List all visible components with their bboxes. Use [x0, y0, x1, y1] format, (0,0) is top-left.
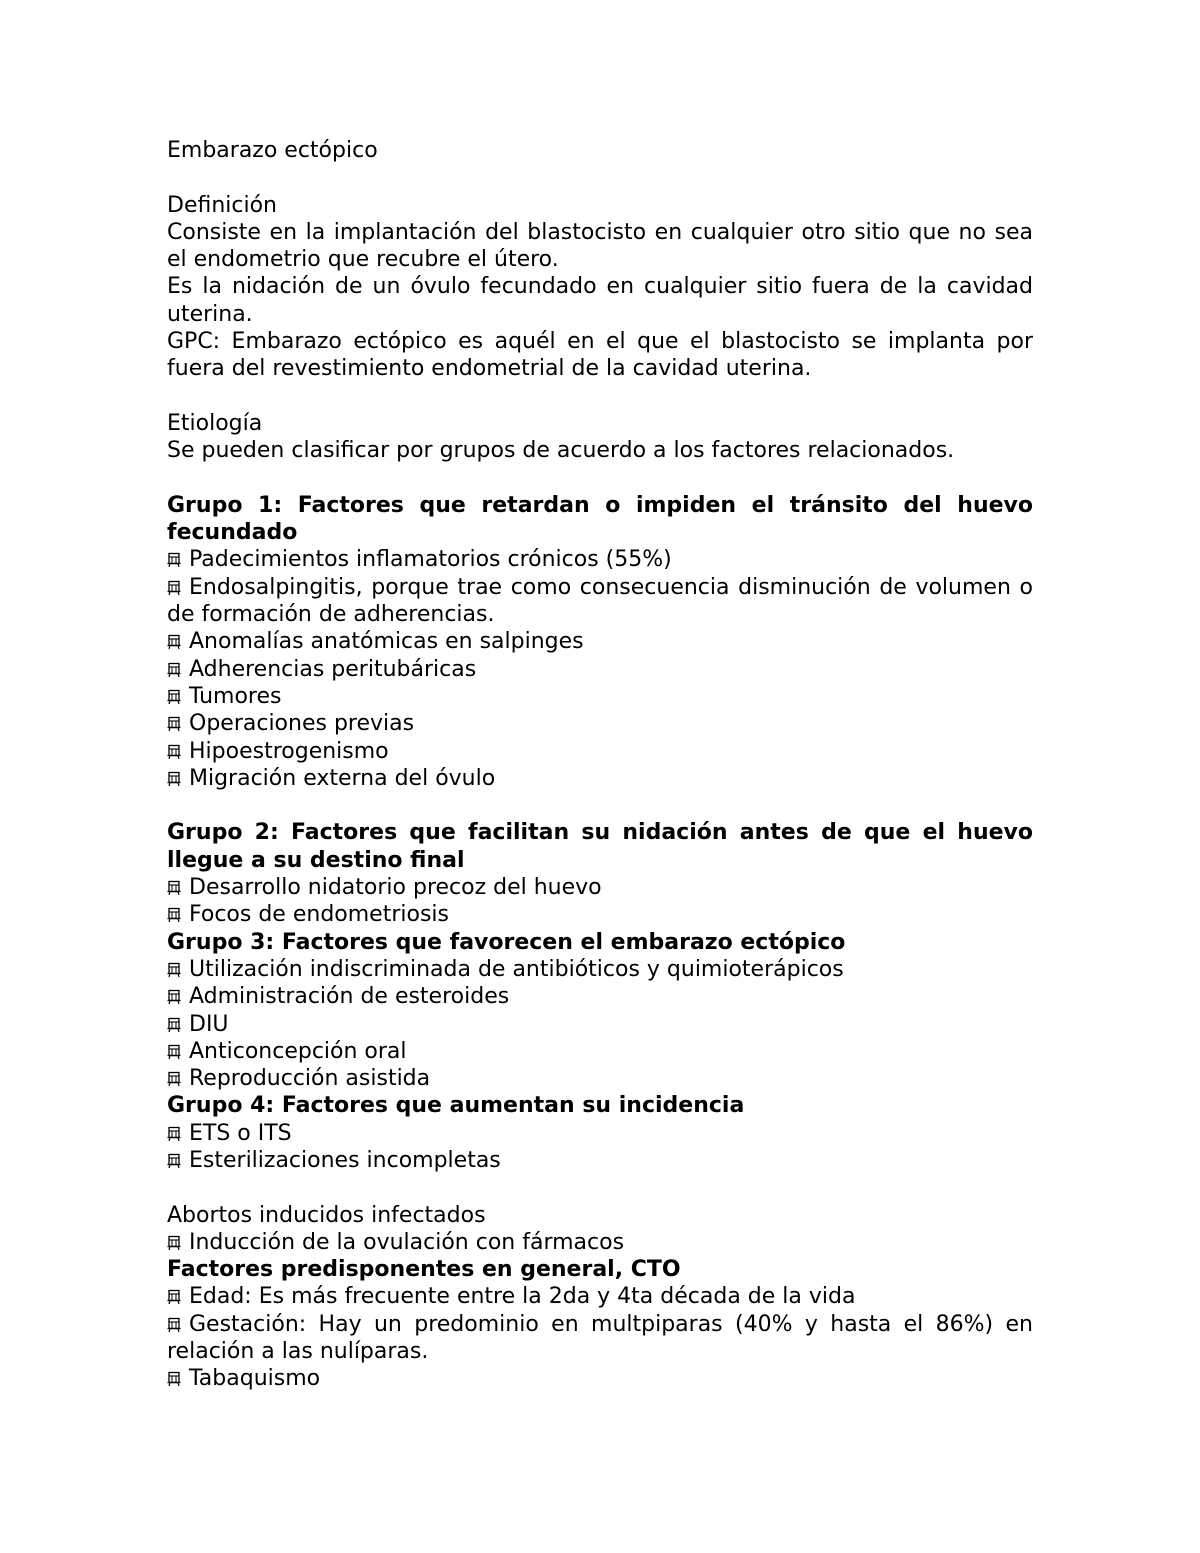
- list-item-text: Anomalías anatómicas en salpinges: [189, 629, 584, 655]
- grupo2-list: [167, 874, 1033, 929]
- bullet-glyph-icon: [167, 634, 181, 650]
- list-item-text: Inducción de la ovulación con fármacos: [189, 1229, 625, 1255]
- bullet-glyph-icon: [167, 1371, 181, 1387]
- list-item-text: Administración de esteroides: [189, 984, 510, 1010]
- spacer: [167, 465, 1033, 492]
- bullet-glyph-icon: [167, 1126, 181, 1142]
- bullet-glyph-icon: [167, 880, 181, 896]
- list-item: [167, 683, 1033, 710]
- abortos-text: Abortos inducidos infectados: [167, 1202, 486, 1228]
- bullet-glyph-icon: [167, 662, 181, 678]
- bullet-glyph-icon: [167, 552, 181, 568]
- list-item-text: Gestación: Hay un predominio en multpiparas (40% y hasta el 86%) en relación a las nulíparas.: [167, 1311, 1033, 1365]
- bullet-glyph-icon: [167, 1153, 181, 1169]
- bullet-glyph-icon: [167, 989, 181, 1005]
- bullet-glyph-icon: [167, 1044, 181, 1060]
- list-item-text: Desarrollo nidatorio precoz del huevo: [189, 875, 602, 901]
- spacer: [167, 1174, 1033, 1201]
- list-item: [167, 628, 1033, 655]
- grupo4-heading: Grupo 4: Factores que aumentan su incidencia: [167, 1093, 745, 1119]
- list-item: [167, 1283, 1033, 1310]
- list-item-text: Migración externa del óvulo: [189, 765, 496, 791]
- bullet-glyph-icon: [167, 1289, 181, 1305]
- list-item: [167, 1011, 1033, 1038]
- list-item-text: Tabaquismo: [189, 1366, 321, 1392]
- list-item: [167, 1147, 1033, 1174]
- list-item: [167, 765, 1033, 792]
- document-title: Embarazo ectópico: [167, 138, 378, 163]
- list-item: [167, 983, 1033, 1010]
- list-item: [167, 710, 1033, 737]
- bullet-glyph-icon: [167, 580, 181, 596]
- list-item: [167, 1038, 1033, 1065]
- predisponentes-heading: Factores predisponentes en general, CTO: [167, 1257, 681, 1283]
- grupo2-heading: Grupo 2: Factores que facilitan su nidación antes de que el huevo llegue a su destino final: [167, 820, 1033, 873]
- list-item: [167, 574, 1033, 629]
- list-item-text: Operaciones previas: [189, 711, 415, 737]
- bullet-glyph-icon: [167, 744, 181, 760]
- list-item: [167, 874, 1033, 901]
- definicion-paragraph-3: GPC: Embarazo ectópico es aquél en el que el blastocisto se implanta por fuera del revestimiento endometrial de la cavidad uterina.: [167, 329, 1033, 382]
- list-item-text: Anticoncepción oral: [189, 1038, 407, 1064]
- list-item: [167, 1229, 1033, 1256]
- bullet-glyph-icon: [167, 907, 181, 923]
- list-item-text: ETS o ITS: [189, 1120, 292, 1146]
- list-item: [167, 1365, 1033, 1392]
- definicion-heading: Definición: [167, 192, 277, 218]
- grupo3-list: [167, 956, 1033, 1092]
- list-item: [167, 1311, 1033, 1366]
- list-item: [167, 546, 1033, 573]
- list-item: [167, 656, 1033, 683]
- grupo1-list: [167, 546, 1033, 792]
- bullet-glyph-icon: [167, 716, 181, 732]
- list-item: [167, 1065, 1033, 1092]
- list-item-text: DIU: [189, 1011, 229, 1037]
- list-item: [167, 956, 1033, 983]
- list-item-text: Edad: Es más frecuente entre la 2da y 4ta década de la vida: [189, 1284, 856, 1310]
- bullet-glyph-icon: [167, 689, 181, 705]
- definicion-paragraph-1: Consiste en la implantación del blastocisto en cualquier otro sitio que no sea el endometrio que recubre el útero.: [167, 219, 1033, 273]
- list-item: [167, 901, 1033, 928]
- list-item-text: Adherencias peritubáricas: [189, 656, 477, 682]
- list-item-text: Esterilizaciones incompletas: [189, 1147, 501, 1173]
- etiologia-intro: Se pueden clasificar por grupos de acuerdo a los factores relacionados.: [167, 438, 955, 464]
- bullet-glyph-icon: [167, 1071, 181, 1087]
- list-item-text: Utilización indiscriminada de antibióticos y quimioterápicos: [189, 956, 844, 982]
- document-page: [167, 137, 1033, 1393]
- list-item: [167, 738, 1033, 765]
- spacer: [167, 164, 1033, 191]
- list-item-text: Reproducción asistida: [189, 1066, 431, 1092]
- bullet-glyph-icon: [167, 771, 181, 787]
- list-item-text: Focos de endometriosis: [189, 902, 449, 928]
- grupo1-heading: Grupo 1: Factores que retardan o impiden el tránsito del huevo fecundado: [167, 492, 1033, 546]
- bullet-glyph-icon: [167, 962, 181, 978]
- etiologia-heading: Etiología: [167, 410, 263, 436]
- grupo3-heading: Grupo 3: Factores que favorecen el embarazo ectópico: [167, 929, 846, 955]
- bullet-glyph-icon: [167, 1017, 181, 1033]
- spacer: [167, 792, 1033, 819]
- grupo4-list: [167, 1120, 1033, 1175]
- abortos-list: [167, 1229, 1033, 1256]
- spacer: [167, 383, 1033, 410]
- list-item: [167, 1120, 1033, 1147]
- bullet-glyph-icon: [167, 1235, 181, 1251]
- list-item-text: Hipoestrogenismo: [189, 738, 389, 764]
- definicion-paragraph-2: Es la nidación de un óvulo fecundado en cualquier sitio fuera de la cavidad uterina.: [167, 274, 1033, 327]
- list-item-text: Tumores: [189, 683, 282, 709]
- bullet-glyph-icon: [167, 1317, 181, 1333]
- list-item-text: Padecimientos inflamatorios crónicos (55%): [189, 547, 672, 573]
- predisponentes-list: [167, 1283, 1033, 1392]
- list-item-text: Endosalpingitis, porque trae como consecuencia disminución de volumen o de formación de adherencias.: [167, 574, 1033, 628]
